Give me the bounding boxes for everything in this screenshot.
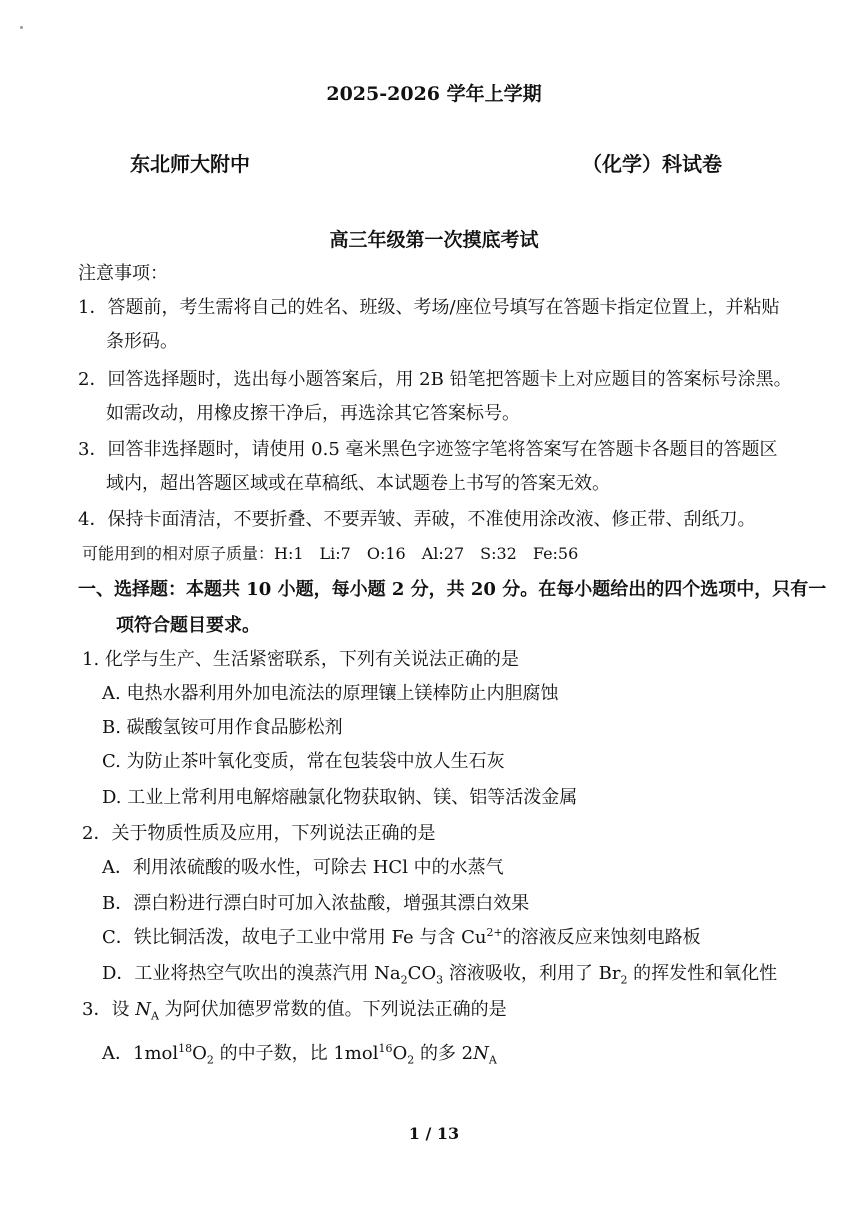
exam-title: 高三年级第一次摸底考试 <box>329 229 539 251</box>
q1-option-c: C. 为防止茶叶氧化变质，常在包装袋中放人生石灰 <box>102 751 505 772</box>
school-name: 东北师大附中 <box>130 152 250 176</box>
notice-item-4-line1: 4．保持卡面清洁，不要折叠、不要弄皱、弄破，不准使用涂改液、修正带、刮纸刀。 <box>78 509 756 530</box>
q2-option-d: D．工业将热空气吹出的溴蒸汽用 $Na_2CO_3$ 溶液吸收，利用了 $Br_2$ 的挥发性和氧化性 <box>102 963 778 987</box>
term-title: 2025-2026 学年上学期 <box>326 83 542 105</box>
atomic-mass: 可能用到的相对原子质量：H:1 Li:7 O:16 Al:27 S:32 Fe:56 <box>82 544 579 563</box>
q3-option-a: A．$1mol^{18}O_2$ 的中子数，比 $1mol^{16}O_2$ 的多 $2N_A$ <box>102 1042 497 1067</box>
subject-title: （化学）科试卷 <box>582 152 722 176</box>
section-1-line1: 一、选择题：本题共 10 小题，每小题 2 分，共 20 分。在每小题给出的四个选项中，只有一 <box>78 579 827 600</box>
notice-item-1-line1: 1．答题前，考生需将自己的姓名、班级、考场/座位号填写在答题卡指定位置上，并粘贴 <box>78 297 780 318</box>
q1-option-a: A. 电热水器利用外加电流法的原理镶上镁棒防止内胆腐蚀 <box>102 683 559 704</box>
q1-option-d: D. 工业上常利用电解熔融氯化物获取钠、镁、铝等活泼金属 <box>102 787 578 808</box>
section-1-line2: 项符合题目要求。 <box>116 615 260 636</box>
notice-heading: 注意事项： <box>78 263 168 284</box>
notice-item-2-line2: 如需改动，用橡皮擦干净后，再选涂其它答案标号。 <box>106 403 520 424</box>
notice-item-1-line2: 条形码。 <box>106 331 178 352</box>
q2-option-b: B．漂白粉进行漂白时可加入浓盐酸，增强其漂白效果 <box>102 893 530 914</box>
q3-stem: 3．设 $N_A$ 为阿伏加德罗常数的值。下列说法正确的是 <box>82 999 507 1023</box>
page-number: 1 / 13 <box>408 1124 460 1143</box>
scan-speck <box>20 26 23 29</box>
q2-option-c: C．铁比铜活泼，故电子工业中常用 Fe 与含 $Cu^{2+}$的溶液反应来蚀刻电路板 <box>102 926 701 948</box>
notice-item-3-line2: 域内，超出答题区域或在草稿纸、本试题卷上书写的答案无效。 <box>106 473 610 494</box>
q1-option-b: B. 碳酸氢铵可用作食品膨松剂 <box>102 717 343 738</box>
notice-item-3-line1: 3．回答非选择题时，请使用 0.5 毫米黑色字迹签字笔将答案写在答题卡各题目的答题区 <box>78 439 778 460</box>
q2-stem: 2．关于物质性质及应用，下列说法正确的是 <box>82 823 436 844</box>
notice-item-2-line1: 2．回答选择题时，选出每小题答案后，用 2B 铅笔把答题卡上对应题目的答案标号涂黑。 <box>78 369 792 390</box>
q2-option-a: A．利用浓硫酸的吸水性，可除去 HCl 中的水蒸气 <box>102 857 504 878</box>
q1-stem: 1. 化学与生产、生活紧密联系，下列有关说法正确的是 <box>82 649 519 670</box>
